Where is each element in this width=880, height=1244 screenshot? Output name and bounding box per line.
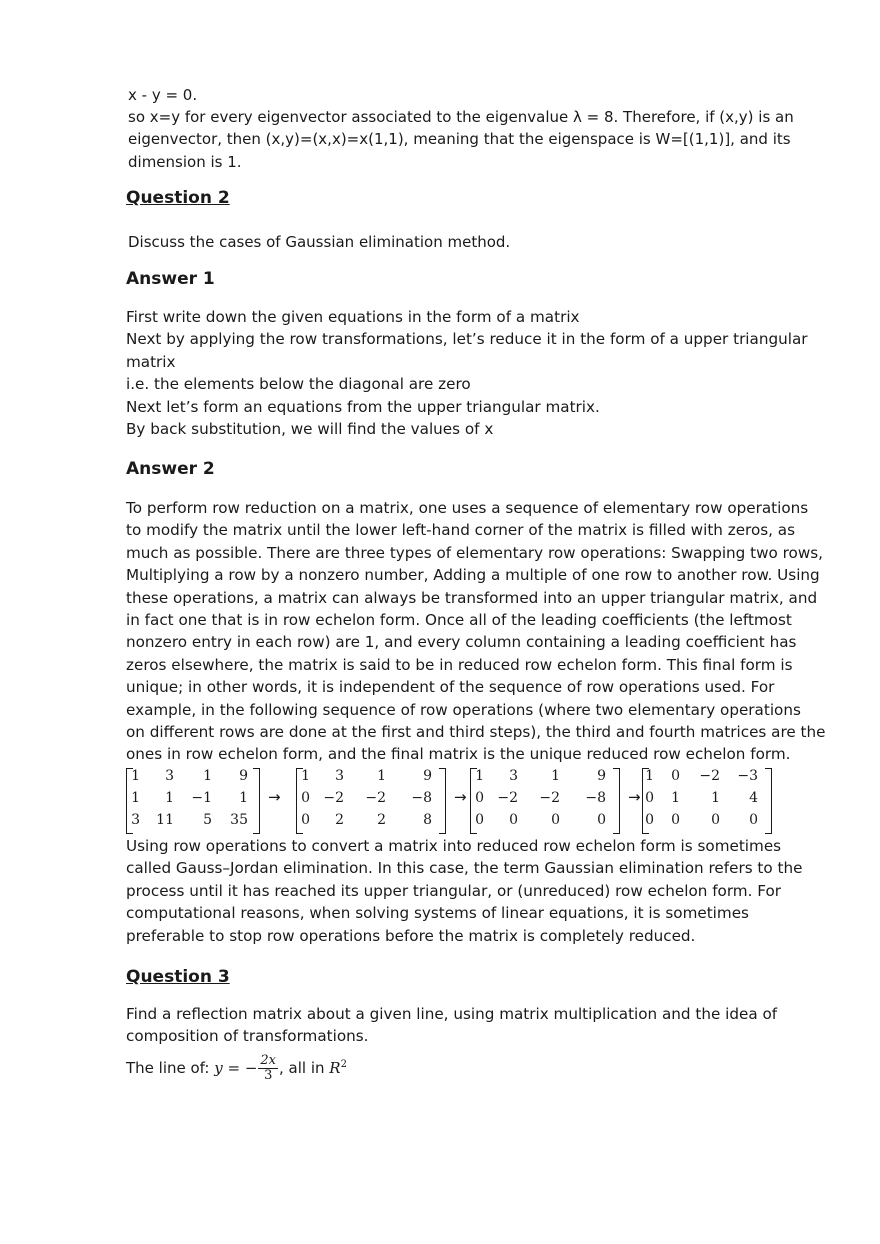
matrix-cell: 3 — [509, 768, 518, 784]
matrix-cell: −2 — [323, 790, 344, 806]
matrix-cell: 1 — [671, 790, 680, 806]
matrix-3 — [470, 766, 620, 834]
matrix-cell: 9 — [239, 768, 248, 784]
matrix-cell: 0 — [671, 812, 680, 828]
arrow-icon: → — [454, 788, 467, 806]
answer-2-after-line: computational reasons, when solving systems of linear equations, it is sometimes — [126, 904, 749, 923]
matrix-1 — [126, 766, 260, 834]
question-3-equation — [126, 1048, 347, 1085]
answer-2-line: on different rows are done at the first and third steps), the third and fourth matrices are the — [126, 723, 826, 742]
matrix-cell: 9 — [597, 768, 606, 784]
question-3-heading: Question 3 — [126, 967, 230, 987]
matrix-cell: 4 — [749, 790, 758, 806]
answer-1-line: By back substitution, we will find the values of x — [126, 420, 494, 439]
answer-2-line: unique; in other words, it is independent of the sequence of row operations used. For — [126, 678, 775, 697]
matrix-cell: 1 — [377, 768, 386, 784]
answer-2-line: these operations, a matrix can always be transformed into an upper triangular matrix, and — [126, 588, 818, 607]
matrix-cell: 2 — [335, 812, 344, 828]
matrix-cell: 0 — [475, 812, 484, 828]
matrix-cell: 1 — [711, 790, 720, 806]
equation-lhs: y = − — [214, 1059, 258, 1077]
matrix-cell: 0 — [645, 812, 654, 828]
question-3-body — [126, 1003, 816, 1048]
answer-1-line: matrix — [126, 352, 176, 371]
matrix-cell: 1 — [131, 768, 140, 784]
question-2-text: Discuss the cases of Gaussian elimination method. — [128, 233, 511, 251]
matrix-cell: 1 — [301, 768, 310, 784]
matrix-right-bracket — [253, 768, 260, 834]
answer-2-after — [126, 835, 816, 947]
matrix-right-bracket — [765, 768, 772, 834]
answer-1-line: First write down the given equations in the form of a matrix — [126, 308, 580, 326]
equation-suffix: , all in — [279, 1059, 330, 1077]
matrix-cell: 9 — [423, 768, 432, 784]
answer-1-heading: Answer 1 — [126, 269, 215, 289]
matrix-cell: 0 — [749, 812, 758, 828]
answer-2-line: Multiplying a row by a nonzero number, Adding a multiple of one row to another row. Using — [126, 566, 820, 585]
answer-2-line: zeros elsewhere, the matrix is said to be in reduced row echelon form. This final form is — [126, 655, 793, 674]
matrix-right-bracket — [613, 768, 620, 834]
matrix-cell: 8 — [423, 812, 432, 828]
matrix-cell: 11 — [156, 812, 174, 828]
matrix-cell: 3 — [131, 812, 140, 828]
matrix-cell: 1 — [645, 768, 654, 784]
matrix-cell: 0 — [475, 790, 484, 806]
matrix-cell: −2 — [497, 790, 518, 806]
matrix-cell: 0 — [301, 812, 310, 828]
matrix-cell: 5 — [203, 812, 212, 828]
answer-2-body — [126, 497, 826, 766]
answer-2-line: much as possible. There are three types of elementary row operations: Swapping two rows, — [126, 543, 824, 562]
answer-1-line: Next by applying the row transformations, let’s reduce it in the form of a upper triangular — [126, 330, 808, 349]
fraction — [258, 1054, 278, 1083]
question-3-line: composition of transformations. — [126, 1027, 369, 1046]
matrix-cell: −2 — [699, 768, 720, 784]
matrix-4 — [642, 766, 772, 834]
matrix-cell: 0 — [671, 768, 680, 784]
matrix-cell: −3 — [737, 768, 758, 784]
answer-2-line: example, in the following sequence of row operations (where two elementary operations — [126, 700, 801, 719]
matrix-cell: 1 — [203, 768, 212, 784]
matrix-cell: 0 — [597, 812, 606, 828]
answer-2-heading: Answer 2 — [126, 459, 215, 479]
answer-2-line: in fact one that is in row echelon form. Once all of the leading coefficients (the leftmost — [126, 611, 792, 630]
answer-1-body — [126, 306, 816, 440]
intro-line-3: eigenvector, then (x,y)=(x,x)=x(1,1), meaning that the eigenspace is W=[(1,1)], and its — [128, 130, 791, 148]
answer-2-after-line: process until it has reached its upper triangular, or (unreduced) row echelon form. For — [126, 881, 781, 900]
matrix-cell: 35 — [230, 812, 248, 828]
answer-1-line: i.e. the elements below the diagonal are zero — [126, 375, 471, 394]
answer-2-line: nonzero entry in each row) are 1, and every column containing a leading coefficient has — [126, 633, 797, 652]
fraction-numerator: 2x — [260, 1053, 277, 1068]
matrix-cell: 0 — [551, 812, 560, 828]
matrix-cell: 1 — [239, 790, 248, 806]
matrix-cell: −2 — [539, 790, 560, 806]
answer-2-line: to modify the matrix until the lower left-hand corner of the matrix is filled with zeros, as — [126, 521, 796, 540]
matrix-cell: 0 — [509, 812, 518, 828]
intro-line-1: x - y = 0. — [128, 86, 198, 104]
question-3-line: Find a reflection matrix about a given line, using matrix multiplication and the idea of — [126, 1005, 778, 1023]
matrix-cell: 2 — [377, 812, 386, 828]
matrix-cell: 1 — [131, 790, 140, 806]
arrow-icon: → — [628, 788, 641, 806]
real-space: R — [329, 1059, 341, 1077]
answer-2-after-line: preferable to stop row operations before the matrix is completely reduced. — [126, 926, 696, 945]
matrix-cell: −1 — [191, 790, 212, 806]
answer-1-line: Next let’s form an equations from the upper triangular matrix. — [126, 397, 600, 416]
matrix-cell: 3 — [165, 768, 174, 784]
answer-2-line: ones in row echelon form, and the final matrix is the unique reduced row echelon form. — [126, 745, 791, 764]
intro-line-4: dimension is 1. — [128, 153, 242, 171]
answer-2-line: To perform row reduction on a matrix, one uses a sequence of elementary row operations — [126, 499, 809, 517]
question-2-heading: Question 2 — [126, 188, 230, 208]
row-reduction-matrices — [126, 766, 776, 834]
matrix-right-bracket — [439, 768, 446, 834]
matrix-cell: 1 — [165, 790, 174, 806]
real-space-exponent: 2 — [340, 1059, 347, 1070]
matrix-cell: 0 — [711, 812, 720, 828]
matrix-cell: 0 — [645, 790, 654, 806]
answer-2-after-line: Using row operations to convert a matrix into reduced row echelon form is sometimes — [126, 837, 782, 855]
matrix-cell: 1 — [551, 768, 560, 784]
matrix-cell: −2 — [365, 790, 386, 806]
intro-line-2: so x=y for every eigenvector associated to the eigenvalue λ = 8. Therefore, if (x,y) is an — [128, 108, 794, 126]
matrix-cell: −8 — [411, 790, 432, 806]
matrix-cell: 1 — [475, 768, 484, 784]
matrix-2 — [296, 766, 446, 834]
arrow-icon: → — [268, 788, 281, 806]
matrix-cell: 0 — [301, 790, 310, 806]
equation-prefix: The line of: — [126, 1059, 215, 1077]
matrix-cell: 3 — [335, 768, 344, 784]
fraction-denominator: 3 — [264, 1068, 273, 1083]
matrix-cell: −8 — [585, 790, 606, 806]
answer-2-after-line: called Gauss–Jordan elimination. In this case, the term Gaussian elimination refers to the — [126, 859, 803, 878]
